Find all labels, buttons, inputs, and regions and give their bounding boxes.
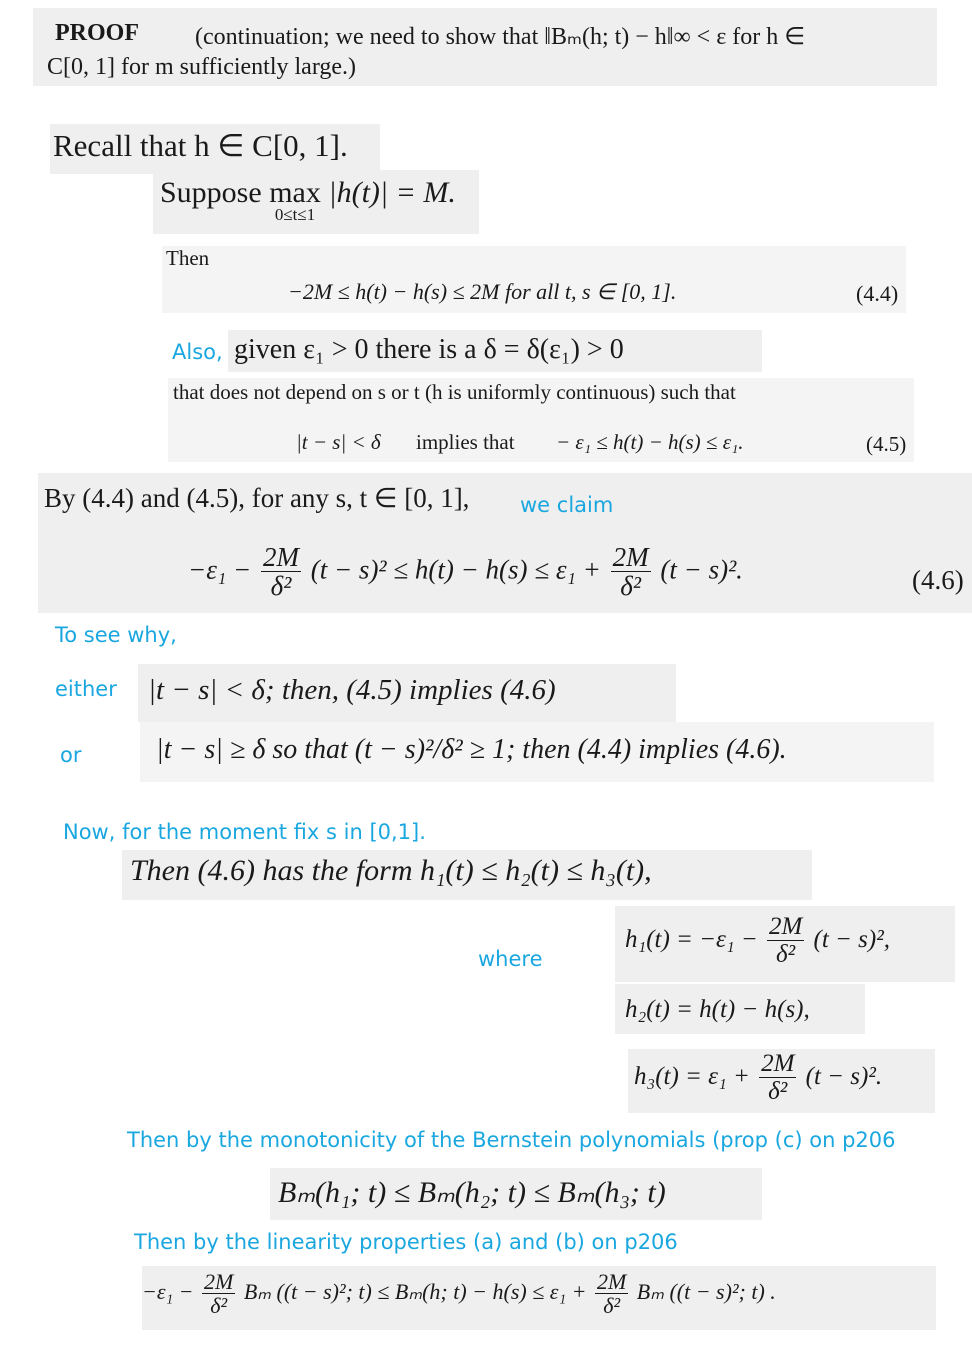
or-annotation: or <box>60 743 82 767</box>
linearity-clip <box>142 1266 936 1330</box>
or-text: |t − s| ≥ δ so that (t − s)²/δ² ≥ 1; then (4.4) implies (4.6). <box>156 734 787 765</box>
frac-num: 2M <box>768 913 803 940</box>
lin-frac-2 <box>595 1270 628 1318</box>
depend-clip <box>168 378 914 462</box>
either-text: |t − s| < δ; then, (4.5) implies (4.6) <box>148 674 556 706</box>
eq44-number: (4.4) <box>856 281 899 306</box>
eq45-right: − ε₁ ≤ h(t) − h(s) ≤ ε₁. <box>556 430 744 454</box>
frac-den: δ² <box>270 571 292 602</box>
h1-right: (t − s)², <box>813 926 890 954</box>
frac-num: 2M <box>761 1050 795 1077</box>
proof-header-clip <box>33 8 937 86</box>
eq46-end: (t − s)². <box>660 554 743 585</box>
either-annotation: either <box>55 677 117 701</box>
recall-clip <box>50 124 380 174</box>
suppose-abs: |h(t)| = M. <box>328 176 456 209</box>
eq45-implies: implies that <box>416 430 515 454</box>
eq46-left: −ε₁ − <box>188 554 252 585</box>
eq46 <box>188 543 743 602</box>
by-line-text: By (4.4) and (4.5), for any s, t ∈ [0, 1], <box>44 483 470 513</box>
eq46-number: (4.6) <box>912 565 964 595</box>
h3-eq <box>634 1051 882 1106</box>
eq46-frac-2 <box>611 543 651 602</box>
eq44-inequality: −2M ≤ h(t) − h(s) ≤ 2M for all t, s ∈ [0, 1]. <box>288 279 677 304</box>
we-claim-annotation: we claim <box>520 493 614 517</box>
form-clip <box>122 850 812 900</box>
frac-den: δ² <box>768 1078 788 1106</box>
frac-num: 2M <box>262 542 299 572</box>
to-see-why-annotation: To see why, <box>55 623 177 647</box>
monotonicity-clip <box>270 1168 762 1220</box>
monotonicity-eq: Bₘ(h₁; t) ≤ Bₘ(h₂; t) ≤ Bₘ(h₃; t) <box>278 1176 666 1209</box>
fix-annotation: Now, for the moment fix s in [0,1]. <box>63 820 426 844</box>
frac-den: δ² <box>603 1293 621 1319</box>
h2-eq: h₂(t) = h(t) − h(s), <box>625 996 810 1023</box>
max-subscript: 0≤t≤1 <box>274 205 316 224</box>
h1-frac <box>767 914 804 969</box>
h1-eq <box>625 914 890 969</box>
either-clip <box>138 664 676 722</box>
given-text: given ε₁ > 0 there is a δ = δ(ε₁) > 0 <box>234 334 624 365</box>
where-annotation: where <box>478 947 543 971</box>
recall-text: Recall that h ∈ C[0, 1]. <box>53 128 348 163</box>
monotonicity-annotation: Then by the monotonicity of the Bernstein polynomials (prop (c) on p206 <box>127 1128 896 1152</box>
also-annotation: Also, <box>172 340 223 364</box>
proof-intro-line2: C[0, 1] for m sufficiently large.) <box>47 54 357 80</box>
lin-frac-1 <box>202 1270 235 1318</box>
frac-num: 2M <box>204 1269 234 1294</box>
frac-den: δ² <box>210 1293 228 1319</box>
by-line-clip <box>38 473 972 613</box>
suppose-clip <box>153 170 479 234</box>
linearity-eq <box>142 1270 776 1318</box>
h3-left: h₃(t) = ε₁ + <box>634 1063 750 1091</box>
or-clip <box>140 722 934 782</box>
max-word: max <box>269 176 321 209</box>
h1-clip <box>615 906 955 982</box>
eq46-middle: (t − s)² ≤ h(t) − h(s) ≤ ε₁ + <box>310 554 601 585</box>
eq45-left: |t − s| < δ <box>296 430 381 454</box>
h2-clip <box>615 984 865 1034</box>
depend-text: that does not depend on s or t (h is uniformly continuous) such that <box>173 380 736 404</box>
then-block-clip <box>162 246 906 313</box>
proof-label: PROOF <box>55 20 139 46</box>
h3-right: (t − s)². <box>805 1063 883 1091</box>
form-text: Then (4.6) has the form h₁(t) ≤ h₂(t) ≤ h₃(t), <box>130 854 652 887</box>
lin-right: Bₘ ((t − s)²; t) . <box>636 1279 776 1305</box>
then-label: Then <box>166 246 210 270</box>
max-operator <box>269 176 321 223</box>
frac-num: 2M <box>596 1269 627 1294</box>
given-clip <box>228 330 762 372</box>
frac-den: δ² <box>620 571 641 602</box>
frac-den: δ² <box>776 941 796 969</box>
eq46-frac-1 <box>261 543 301 602</box>
lin-middle: Bₘ ((t − s)²; t) ≤ Bₘ(h; t) − h(s) ≤ ε₁ + <box>243 1279 587 1305</box>
lin-left: −ε₁ − <box>142 1279 194 1305</box>
linearity-annotation: Then by the linearity properties (a) and (b) on p206 <box>134 1230 678 1254</box>
h3-clip <box>628 1049 935 1113</box>
suppose-word: Suppose <box>160 176 262 209</box>
h1-left: h₁(t) = −ε₁ − <box>625 926 758 954</box>
eq45-number: (4.5) <box>866 432 907 456</box>
frac-num: 2M <box>612 542 649 572</box>
proof-intro-line1: (continuation; we need to show that ‖Bₘ(h; t) − h‖∞ < ε for h ∈ <box>195 24 806 50</box>
h3-frac <box>759 1051 796 1106</box>
